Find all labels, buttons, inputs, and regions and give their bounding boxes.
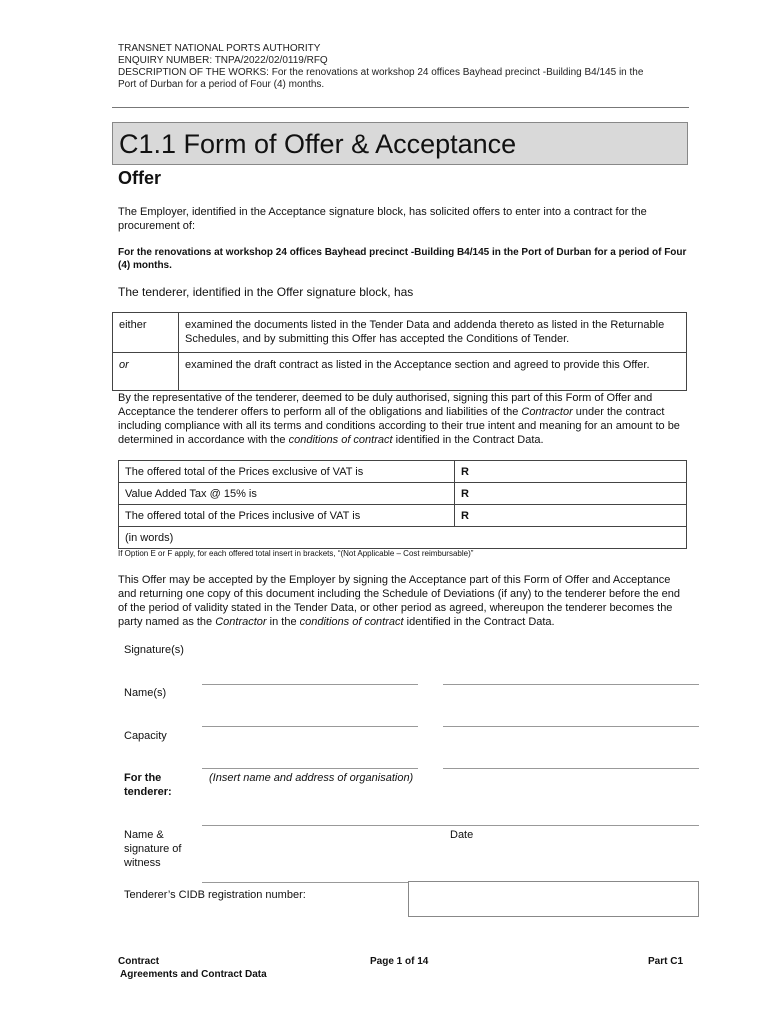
option-key: either xyxy=(113,313,179,353)
representative-paragraph xyxy=(118,391,688,447)
option-row xyxy=(113,313,687,353)
price-value-field[interactable]: R xyxy=(455,461,687,483)
representative-text: under the contract including compliance with all its terms and conditions according to their true intent and meaning for an amount to be determined in accordance with the xyxy=(118,406,680,446)
option-text: examined the documents listed in the Tender Data and addenda thereto as listed in the Returnable Schedules, and by submitting this Offer has accepted the Conditions of Tender. xyxy=(179,313,687,353)
acceptance-text: in the xyxy=(266,616,300,628)
intro-paragraph: The Employer, identified in the Acceptance signature block, has solicited offers to enter into a contract for the procurement of: xyxy=(118,206,647,232)
price-value-field[interactable]: R xyxy=(455,483,687,505)
cidb-label: Tenderer’s CIDB registration number: xyxy=(124,889,306,901)
procurement-description: For the renovations at workshop 24 offices Bayhead precinct -Building B4/145 in the Port of Durban for a period of Four (4) months. xyxy=(118,247,687,271)
option-key: or xyxy=(113,353,179,391)
header-description: DESCRIPTION OF THE WORKS: For the renovations at workshop 24 offices Bayhead precinct -Building B4/145 in the xyxy=(118,67,644,78)
representative-text: By the representative of the tenderer, deemed to be duly authorised, signing this part of this Form of Offer and Acceptance the tenderer offers to perform all of the obligations and liabilities of the xyxy=(118,392,653,418)
name-line-1[interactable] xyxy=(202,726,418,727)
witness-label-3: witness xyxy=(124,857,161,869)
conditions-term: conditions of contract xyxy=(299,616,404,628)
capacity-line-1[interactable] xyxy=(202,768,418,769)
cidb-number-field[interactable] xyxy=(408,881,699,917)
option-row xyxy=(113,353,687,391)
cidb-top-line xyxy=(202,882,408,883)
tenderer-has-text: The tenderer, identified in the Offer signature block, has xyxy=(118,285,414,299)
signature-line-2[interactable] xyxy=(443,684,699,685)
date-label: Date xyxy=(450,829,474,841)
conditions-term: conditions of contract xyxy=(288,434,393,446)
header-authority: TRANSNET NATIONAL PORTS AUTHORITY xyxy=(118,43,321,54)
price-row xyxy=(119,461,687,483)
document-header xyxy=(118,43,688,91)
footer-page-number: Page 1 of 14 xyxy=(370,956,429,967)
insert-organisation-hint: (Insert name and address of organisation) xyxy=(209,772,414,784)
offer-heading: Offer xyxy=(118,168,162,188)
title-box xyxy=(112,122,688,165)
page-title: C1.1 Form of Offer & Acceptance xyxy=(119,129,517,159)
witness-label-1: Name & xyxy=(124,829,164,841)
signature-line-1[interactable] xyxy=(202,684,418,685)
contractor-term: Contractor xyxy=(521,406,573,418)
price-row-words xyxy=(119,527,687,549)
price-row xyxy=(119,483,687,505)
capacity-label: Capacity xyxy=(124,730,167,742)
tenderer-label: tenderer: xyxy=(124,786,172,798)
price-label: The offered total of the Prices inclusive of VAT is xyxy=(119,505,455,527)
footer-agreements: Agreements and Contract Data xyxy=(120,969,267,980)
footer-contract: Contract xyxy=(118,956,160,967)
header-description-cont: Port of Durban for a period of Four (4) months. xyxy=(118,79,325,90)
contractor-term: Contractor xyxy=(215,616,267,628)
witness-line[interactable] xyxy=(202,825,699,826)
option-text: examined the draft contract as listed in the Acceptance section and agreed to provide this Offer. xyxy=(179,353,687,391)
options-table xyxy=(112,312,687,391)
names-label: Name(s) xyxy=(124,687,167,699)
price-label: Value Added Tax @ 15% is xyxy=(119,483,455,505)
header-enquiry-number: ENQUIRY NUMBER: TNPA/2022/02/0119/RFQ xyxy=(118,55,328,66)
representative-text: identified in the Contract Data. xyxy=(392,434,544,446)
acceptance-text: This Offer may be accepted by the Employer by signing the Acceptance part of this Form of Offer and Acceptance and returning one copy of this document including the Schedule of Deviations (if any) to the tenderer before the end of the period of validity stated in the Tender Data, or other period as agreed, whereupon the tenderer becomes the party named as the xyxy=(118,574,680,628)
acceptance-text: identified in the Contract Data. xyxy=(403,616,555,628)
price-label: The offered total of the Prices exclusive of VAT is xyxy=(119,461,455,483)
option-note: If Option E or F apply, for each offered total insert in brackets, “(Not Applicable – Cost reimbursable)” xyxy=(118,549,474,558)
price-row xyxy=(119,505,687,527)
signatures-label: Signature(s) xyxy=(124,644,184,656)
witness-label-2: signature of xyxy=(124,843,182,855)
price-table xyxy=(118,460,687,549)
price-value-field[interactable]: R xyxy=(455,505,687,527)
capacity-line-2[interactable] xyxy=(443,768,699,769)
for-the-label: For the xyxy=(124,772,162,784)
header-divider xyxy=(112,107,689,108)
name-line-2[interactable] xyxy=(443,726,699,727)
acceptance-paragraph xyxy=(118,573,688,629)
footer-part: Part C1 xyxy=(648,956,684,967)
amount-in-words-field[interactable]: (in words) xyxy=(119,527,687,549)
